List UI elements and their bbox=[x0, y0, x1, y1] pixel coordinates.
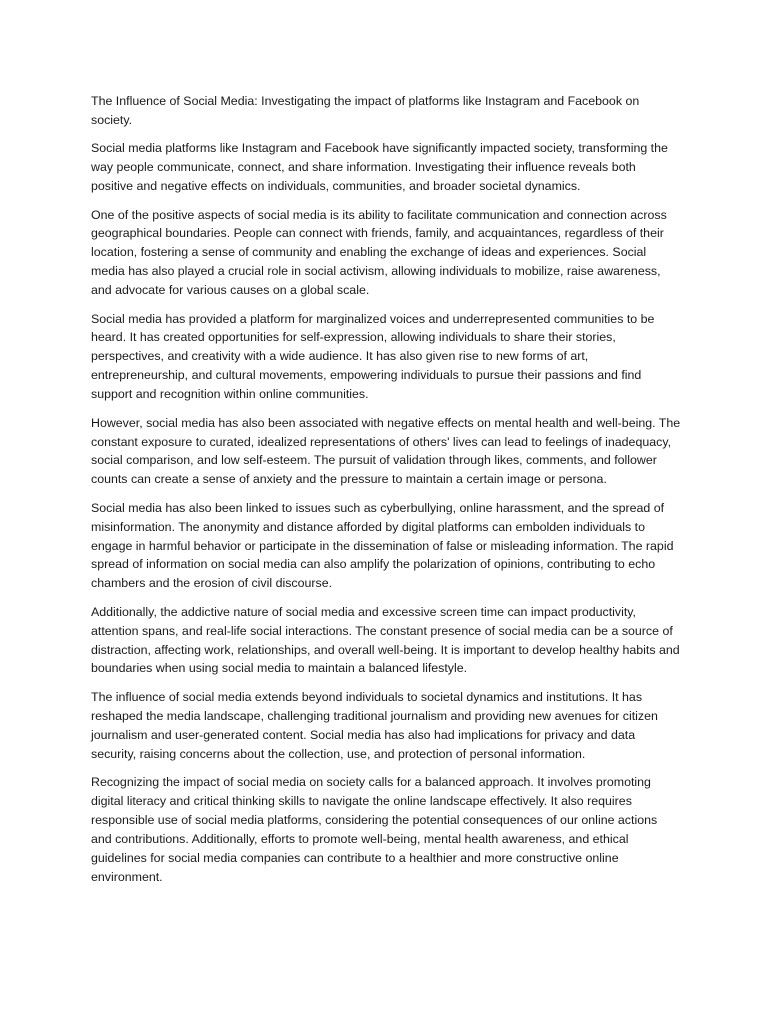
paragraph-societal-dynamics: The influence of social media extends beyond individuals to societal dynamics and institutions. It has reshaped the media landscape, challenging traditional journalism and providing new avenues for citizen journalism and user-generated content. Social media has also had implications for privacy and data security, raising concerns about the collection, use, and protection of personal information. bbox=[91, 689, 658, 761]
document-title: The Influence of Social Media: Investigating the impact of platforms like Instagram and Facebook on society. bbox=[91, 94, 640, 127]
paragraph-mental-health: However, social media has also been associated with negative effects on mental health and well-being. The constant exposure to curated, idealized representations of others' lives can lead to feelings of inadequacy, social comparison, and low self-esteem. The pursuit of validation through likes, comments, and follower counts can create a sense of anxiety and the pressure to maintain a certain image or persona. bbox=[91, 415, 681, 487]
document-body bbox=[91, 92, 681, 896]
paragraph-cyberbullying: Social media has also been linked to issues such as cyberbullying, online harassment, and the spread of misinformation. The anonymity and distance afforded by digital platforms can embolden individuals to engage in harmful behavior or participate in the dissemination of false or misleading information. The rapid spread of information on social media can also amplify the polarization of opinions, contributing to echo chambers and the erosion of civil discourse. bbox=[91, 500, 674, 591]
paragraph-conclusion: Recognizing the impact of social media on society calls for a balanced approach. It involves promoting digital literacy and critical thinking skills to navigate the online landscape effectively. It also requires responsible use of social media platforms, considering the potential consequences of our online actions and contributions. Additionally, efforts to promote well-being, mental health awareness, and ethical guidelines for social media companies can contribute to a healthier and more constructive online environment. bbox=[91, 775, 658, 884]
paragraph-addictive-nature: Additionally, the addictive nature of social media and excessive screen time can impact productivity, attention spans, and real-life social interactions. The constant presence of social media can be a source of distraction, affecting work, relationships, and overall well-being. It is important to develop healthy habits and boundaries when using social media to maintain a balanced lifestyle. bbox=[91, 604, 680, 676]
paragraph-marginalized-voices: Social media has provided a platform for marginalized voices and underrepresented communities to be heard. It has created opportunities for self-expression, allowing individuals to share their stories, perspectives, and creativity with a wide audience. It has also given rise to new forms of art, entrepreneurship, and cultural movements, empowering individuals to pursue their passions and find support and recognition within online communities. bbox=[91, 311, 655, 402]
paragraph-positive-communication: One of the positive aspects of social media is its ability to facilitate communication and connection across geographical boundaries. People can connect with friends, family, and acquaintances, regardless of their location, fostering a sense of community and enabling the exchange of ideas and experiences. Social media has also played a crucial role in social activism, allowing individuals to mobilize, raise awareness, and advocate for various causes on a global scale. bbox=[91, 207, 667, 298]
paragraph-intro: Social media platforms like Instagram and Facebook have significantly impacted society, transforming the way people communicate, connect, and share information. Investigating their influence reveals both positive and negative effects on individuals, communities, and broader societal dynamics. bbox=[91, 141, 668, 194]
